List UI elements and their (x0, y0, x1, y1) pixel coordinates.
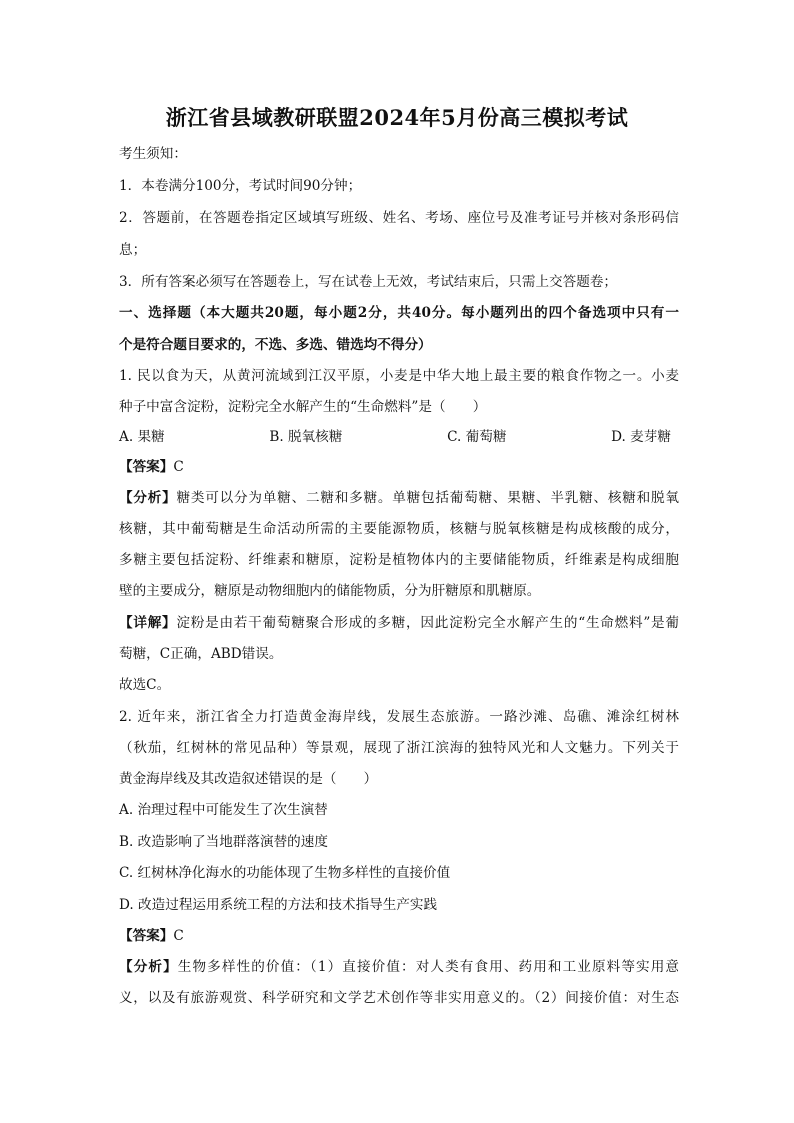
notice-item: 息； (119, 242, 147, 258)
q2-stem: 2. 近年来，浙江省全力打造黄金海岸线，发展生态旅游。一路沙滩、岛礁、滩涂红树林 (119, 709, 679, 725)
q2-analysis (119, 957, 679, 977)
analysis-tag: 【分析】 (119, 490, 177, 506)
answer-value: C (173, 459, 184, 475)
q2-stem-cont: （秋茄，红树林的常见品种）等景观，展现了浙江滨海的独特风光和人文魅力。下列关于 (119, 740, 679, 756)
page-title: 浙江省县域教研联盟2024年5月份高三模拟考试 (165, 105, 629, 130)
q1-analysis (119, 488, 679, 508)
q2-answer (119, 926, 679, 946)
notice-heading: 考生须知： (119, 146, 187, 162)
q1-option-a: A. 果糖 (119, 429, 165, 445)
section-heading-cont: 个是符合题目要求的，不选、多选、错选均不得分） (119, 337, 432, 353)
q1-option-b: B. 脱氧核糖 (269, 429, 343, 445)
answer-value: C (173, 928, 184, 944)
notice-item: 2．答题前，在答题卷指定区域填写班级、姓名、考场、座位号及准考证号并核对条形码信 (119, 210, 679, 226)
q2-analysis-line: 义，以及有旅游观赏、科学研究和文学艺术创作等非实用意义的。（2）间接价值：对生态 (119, 990, 679, 1006)
detail-text: 淀粉是由若干葡萄糖聚合形成的多糖，因此淀粉完全水解产生的“生命燃料”是葡 (176, 615, 679, 631)
analysis-text: 糖类可以分为单糖、二糖和多糖。单糖包括葡萄糖、果糖、半乳糖、核糖和脱氧 (176, 490, 680, 506)
notice-item: 1．本卷满分100分，考试时间90分钟； (119, 178, 362, 194)
q1-options (119, 427, 671, 447)
q1-option-c: C. 葡萄糖 (447, 429, 507, 445)
q2-option-b: B. 改造影响了当地群落演替的速度 (119, 834, 328, 850)
q1-stem: 1. 民以食为天，从黄河流域到江汉平原，小麦是中华大地上最主要的粮食作物之一。小麦 (119, 368, 679, 384)
analysis-text: 生物多样性的价值：（1）直接价值：对人类有食用、药用和工业原料等实用意 (177, 959, 680, 975)
detail-tag: 【详解】 (119, 615, 177, 631)
q1-detail (119, 613, 679, 633)
q1-analysis-line: 核糖，其中葡萄糖是生命活动所需的主要能源物质，核糖与脱氧核糖是构成核酸的成分， (119, 521, 679, 537)
section-heading: 一、选择题（本大题共20题，每小题2分，共40分。每小题列出的四个备选项中只有一 (119, 305, 679, 321)
q2-option-a: A. 治理过程中可能发生了次生演替 (119, 802, 328, 818)
q1-analysis-line: 壁的主要成分，糖原是动物细胞内的储能物质，分为肝糖原和肌糖原。 (119, 583, 541, 599)
notice-item: 3．所有答案必须写在答题卷上，写在试卷上无效，考试结束后，只需上交答题卷； (119, 274, 618, 290)
q1-option-d: D. 麦芽糖 (611, 429, 671, 445)
q1-answer (119, 457, 679, 477)
q1-conclusion: 故选C。 (119, 677, 171, 693)
q2-stem-cont: 黄金海岸线及其改造叙述错误的是（ ） (119, 771, 378, 787)
answer-tag: 【答案】 (119, 459, 174, 475)
q1-detail-line: 萄糖，C正确，ABD错误。 (119, 646, 283, 662)
q1-analysis-line: 多糖主要包括淀粉、纤维素和糖原，淀粉是植物体内的主要储能物质，纤维素是构成细胞 (119, 552, 679, 568)
q2-option-d: D. 改造过程运用系统工程的方法和技术指导生产实践 (119, 897, 438, 913)
answer-tag: 【答案】 (119, 928, 174, 944)
q2-option-c: C. 红树林净化海水的功能体现了生物多样性的直接价值 (119, 865, 451, 881)
analysis-tag: 【分析】 (119, 959, 178, 975)
q1-stem-cont: 种子中富含淀粉，淀粉完全水解产生的“生命燃料”是（ ） (119, 399, 487, 415)
